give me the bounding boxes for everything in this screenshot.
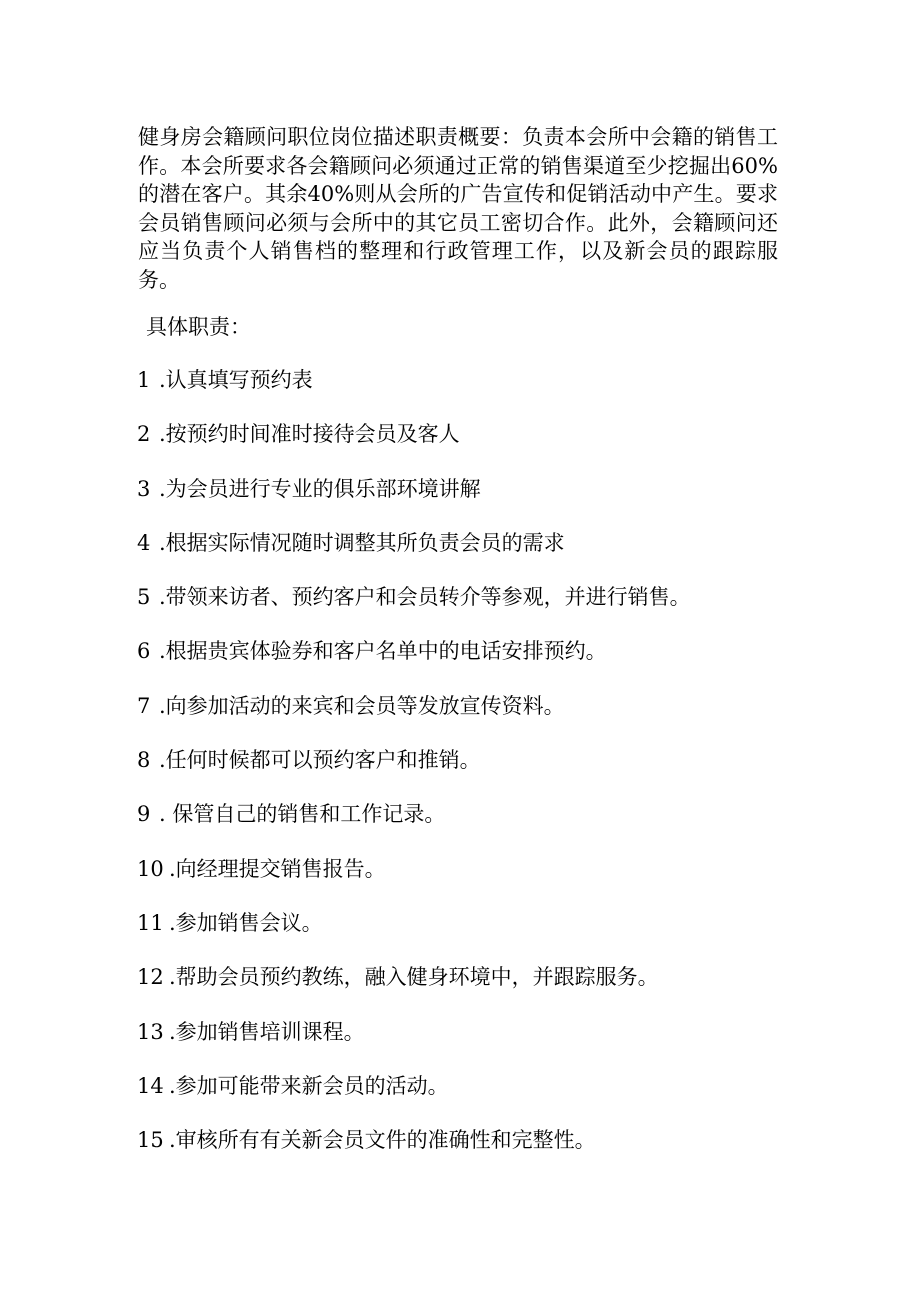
list-item [137,420,797,474]
list-item [137,475,797,529]
list-item [137,637,797,691]
item-number: 13 [137,1019,164,1044]
item-number: 2 [137,422,151,447]
list-item [137,692,797,746]
item-number: 14 [137,1073,164,1098]
item-text: .帮助会员预约教练，融入健身环境中，并跟踪服务。 [169,965,659,990]
item-number: 11 [137,910,164,935]
item-text: .向经理提交销售报告。 [169,856,386,881]
list-item [137,746,797,800]
item-number: 15 [137,1128,164,1153]
item-text: .为会员进行专业的俱乐部环境讲解 [159,476,481,501]
list-item [137,963,797,1017]
list-item [137,1018,797,1072]
item-text: .认真填写预约表 [159,368,313,392]
item-number: 7 [137,693,151,718]
item-number: 8 [137,748,151,773]
item-number: 4 [137,530,151,555]
list-item [137,909,797,963]
item-text: .参加销售培训课程。 [169,1019,365,1044]
item-number: 10 [137,856,164,881]
list-item [137,1072,797,1126]
item-text: .带领来访者、预约客户和会员转介等参观，并进行销售。 [159,585,691,610]
item-number: 5 [137,585,151,610]
item-text: .按预约时间准时接待会员及客人 [159,422,460,447]
list-item [137,366,797,420]
list-item [137,800,797,854]
item-text: .审核所有有关新会员文件的准确性和完整性。 [169,1128,596,1153]
item-text: .任何时候都可以预约客户和推销。 [159,748,481,773]
item-text: .向参加活动的来宾和会员等发放宣传资料。 [159,693,565,718]
item-text: .参加可能带来新会员的活动。 [169,1073,449,1098]
item-text: .根据贵宾体验券和客户名单中的电话安排预约。 [159,639,607,664]
item-number: 9 [137,802,151,827]
item-number: 3 [137,476,151,501]
list-item [137,1126,797,1180]
item-number: 6 [137,639,151,664]
item-text: . 保管自己的销售和工作记录。 [159,802,446,827]
item-number: 12 [137,965,164,990]
list-item [137,583,797,637]
list-item [137,529,797,583]
duty-list [137,366,797,1180]
item-text: .参加销售会议。 [169,910,323,935]
section-heading: 具体职责： [146,315,251,339]
item-text: .根据实际情况随时调整其所负责会员的需求 [159,530,565,555]
item-number: 1 [137,368,151,392]
intro-paragraph: 健身房会籍顾问职位岗位描述职责概要：负责本会所中会籍的销售工作。本会所要求各会籍顾问必须通过正常的销售渠道至少挖掘出60%的潜在客户。其余40%则从会所的广告宣传和促销活动中产生。要求会员销售顾问必须与会所中的其它员工密切合作。此外，会籍顾问还应当负责个人销售档的整理和行政管理工作，以及新会员的跟踪服务。 [138,125,778,292]
list-item [137,855,797,909]
